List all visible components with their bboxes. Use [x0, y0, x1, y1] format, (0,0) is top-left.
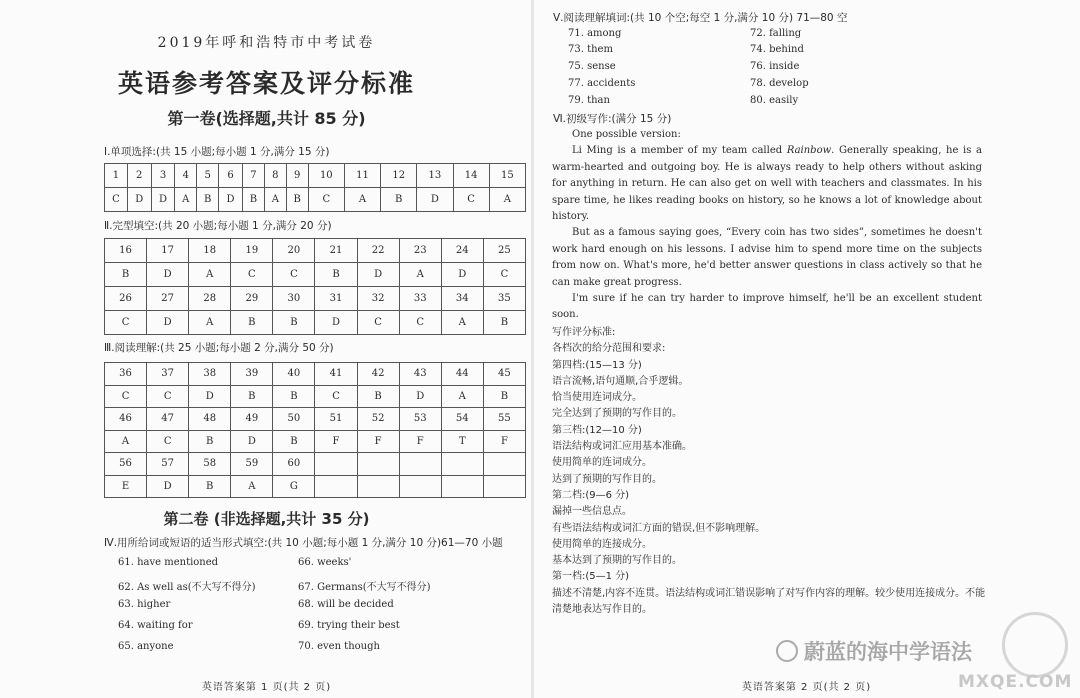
answer-cell: B: [483, 385, 525, 408]
answer-cell: B: [315, 263, 357, 287]
question-number-cell: 46: [105, 408, 147, 431]
question-number-cell: 17: [147, 239, 189, 263]
answer-73: 73. them: [568, 44, 613, 55]
answer-cell: A: [441, 311, 483, 335]
answer-cell: D: [151, 188, 175, 212]
model-essay: [552, 127, 982, 324]
answer-cell: F: [399, 430, 441, 453]
volume1-title: 第一卷(选择题,共计 85 分): [167, 109, 366, 128]
question-number-cell: 60: [273, 453, 315, 476]
question-number-cell: 54: [441, 408, 483, 431]
volume2-title: 第二卷 (非选择题,共计 35 分): [163, 510, 370, 528]
section3-heading: Ⅲ.阅读理解:(共 25 小题;每小题 2 分,满分 50 分): [104, 342, 334, 354]
criteria-line: 使用简单的连接成分。: [552, 538, 652, 550]
question-number-cell: 42: [357, 363, 399, 386]
question-number-cell: 4: [175, 164, 197, 188]
question-number-cell: 51: [315, 408, 357, 431]
answer-cell: C: [105, 188, 128, 212]
answer-63: 63. higher: [118, 599, 171, 610]
question-number-cell: 14: [453, 164, 489, 188]
question-number-cell: 31: [315, 287, 357, 311]
answer-71: 71. among: [568, 28, 622, 39]
answer-cell: B: [231, 385, 273, 408]
question-number-row: [105, 239, 526, 263]
question-number-cell: 53: [399, 408, 441, 431]
question-number-cell: 40: [273, 363, 315, 386]
answer-cell: A: [344, 188, 380, 212]
question-number-cell: [483, 453, 525, 476]
question-number-cell: 23: [399, 239, 441, 263]
question-number-cell: 45: [483, 363, 525, 386]
answer-cell: B: [231, 311, 273, 335]
page-fold: [531, 0, 534, 698]
question-number-cell: 50: [273, 408, 315, 431]
question-number-cell: 58: [189, 453, 231, 476]
answer-cell: D: [441, 263, 483, 287]
answer-cell: D: [315, 311, 357, 335]
answer-75: 75. sense: [568, 61, 616, 72]
question-number-cell: [315, 453, 357, 476]
question-number-cell: 8: [264, 164, 286, 188]
question-number-cell: 19: [231, 239, 273, 263]
essay-paragraph-2: But as a famous saying goes, “Every coin has two sides”, sometimes he doesn't work hard enough on his lessons. I advise him to spend more time on the subjects from now on. What's more, he'd better answer questions in class actively so that he can make great progress.: [552, 227, 982, 288]
question-number-cell: 48: [189, 408, 231, 431]
question-number-cell: 22: [357, 239, 399, 263]
answer-cell: A: [189, 311, 231, 335]
question-number-cell: 26: [105, 287, 147, 311]
question-number-cell: 36: [105, 363, 147, 386]
answer-cell: A: [175, 188, 197, 212]
answer-cell: D: [399, 385, 441, 408]
answer-cell: C: [273, 263, 315, 287]
answer-cell: C: [147, 430, 189, 453]
answer-row: [105, 263, 526, 287]
answer-cell: B: [381, 188, 417, 212]
question-number-cell: 44: [441, 363, 483, 386]
section2-answer-table: [104, 238, 526, 335]
answer-68: 68. will be decided: [298, 599, 394, 610]
answer-cell: F: [483, 430, 525, 453]
section1-heading: Ⅰ.单项选择:(共 15 小题;每小题 1 分,满分 15 分): [104, 146, 330, 158]
answer-cell: [315, 475, 357, 498]
scoring-criteria: [552, 325, 987, 618]
question-number-cell: 29: [231, 287, 273, 311]
answer-cell: C: [483, 263, 525, 287]
answer-cell: F: [315, 430, 357, 453]
question-number-row: [105, 408, 526, 431]
question-number-cell: 41: [315, 363, 357, 386]
question-number-cell: 32: [357, 287, 399, 311]
answer-70: 70. even though: [298, 641, 380, 652]
criteria-intro: 各档次的给分范围和要求:: [552, 343, 666, 355]
answer-cell: B: [105, 263, 147, 287]
criteria-line: 达到了预期的写作目的。: [552, 473, 662, 485]
section1-answer-table: [104, 163, 526, 212]
answer-cell: A: [264, 188, 286, 212]
answer-cell: B: [197, 188, 219, 212]
question-number-cell: 37: [147, 363, 189, 386]
answer-cell: D: [231, 430, 273, 453]
answer-69: 69. trying their best: [298, 620, 400, 631]
watermark-site: MXQE.COM: [958, 672, 1073, 692]
question-number-cell: 39: [231, 363, 273, 386]
question-number-cell: 30: [273, 287, 315, 311]
section4-heading: Ⅳ.用所给词或短语的适当形式填空:(共 10 小题;每小题 1 分,满分 10 分)61—70 小题: [104, 537, 503, 549]
question-number-cell: 56: [105, 453, 147, 476]
question-number-cell: 3: [151, 164, 175, 188]
question-number-cell: 16: [105, 239, 147, 263]
answer-cell: C: [308, 188, 344, 212]
criteria-title: 写作评分标准:: [552, 327, 616, 338]
answer-cell: [483, 475, 525, 498]
answer-cell: C: [147, 385, 189, 408]
question-number-cell: 49: [231, 408, 273, 431]
answer-cell: [357, 475, 399, 498]
question-number-cell: 10: [308, 164, 344, 188]
question-number-cell: [441, 453, 483, 476]
criteria-line: 语法结构或词汇应用基本准确。: [552, 441, 692, 453]
answer-cell: A: [489, 188, 525, 212]
criteria-line: 第三档:(12—10 分): [552, 424, 642, 436]
answer-80: 80. easily: [750, 95, 799, 106]
question-number-cell: 20: [273, 239, 315, 263]
answer-cell: D: [357, 263, 399, 287]
question-number-cell: 5: [197, 164, 219, 188]
answer-cell: A: [189, 263, 231, 287]
question-number-row: [105, 363, 526, 386]
question-number-cell: 57: [147, 453, 189, 476]
criteria-line: 完全达到了预期的写作目的。: [552, 408, 682, 420]
question-number-cell: 25: [483, 239, 525, 263]
answer-cell: G: [273, 475, 315, 498]
main-title: 英语参考答案及评分标准: [117, 69, 415, 98]
criteria-last: 描述不清楚,内容不连贯。语法结构或词汇错误影响了对写作内容的理解。较少使用连接成分。不能清楚地表达写作目的。: [552, 587, 986, 616]
question-number-cell: 9: [286, 164, 308, 188]
question-number-cell: 2: [127, 164, 151, 188]
answer-cell: C: [105, 385, 147, 408]
section2-heading: Ⅱ.完型填空:(共 20 小题;每小题 1 分,满分 20 分): [104, 220, 332, 232]
criteria-line: 第一档:(5—1 分): [552, 571, 630, 583]
essay-paragraph-3: I'm sure if he can try harder to improve himself, he'll be an excellent student soon.: [552, 293, 982, 321]
answer-cell: B: [189, 475, 231, 498]
watermark-wechat-text: 蔚蓝的海中学语法: [804, 640, 972, 664]
team-name: Rainbow: [786, 145, 832, 157]
answer-cell: B: [273, 385, 315, 408]
answer-cell: C: [315, 385, 357, 408]
question-number-cell: 28: [189, 287, 231, 311]
question-number-cell: 27: [147, 287, 189, 311]
answer-72: 72. falling: [750, 28, 802, 39]
answer-65: 65. anyone: [118, 641, 174, 652]
answer-67: 67. Germans(不大写不得分): [298, 582, 431, 593]
essay-intro: One possible version:: [572, 129, 681, 140]
answer-61: 61. have mentioned: [118, 557, 219, 568]
question-number-cell: 15: [489, 164, 525, 188]
answer-cell: [441, 475, 483, 498]
answer-cell: C: [231, 263, 273, 287]
criteria-line: 有些语法结构或词汇方面的错误,但不影响理解。: [552, 522, 766, 534]
answer-row: [105, 311, 526, 335]
answer-cell: A: [441, 385, 483, 408]
question-number-cell: 21: [315, 239, 357, 263]
answer-cell: D: [189, 385, 231, 408]
criteria-line: 使用简单的连词成分。: [552, 457, 652, 469]
question-number-cell: 38: [189, 363, 231, 386]
question-number-cell: 7: [242, 164, 264, 188]
answer-cell: B: [286, 188, 308, 212]
answer-row: [105, 385, 526, 408]
criteria-line: 恰当使用连词成分。: [552, 392, 642, 404]
section5-heading: Ⅴ.阅读理解填词:(共 10 个空;每空 1 分,满分 10 分) 71—80 空: [553, 12, 848, 24]
answer-cell: C: [453, 188, 489, 212]
section6-heading: Ⅵ.初级写作:(满分 15 分): [553, 113, 672, 125]
answer-cell: F: [357, 430, 399, 453]
footer-page-1: 英语答案第 1 页(共 2 页): [201, 682, 332, 693]
criteria-line: 语言流畅,语句通顺,合乎逻辑。: [552, 375, 689, 387]
answer-64: 64. waiting for: [118, 620, 193, 631]
answer-cell: C: [105, 311, 147, 335]
answer-cell: A: [231, 475, 273, 498]
question-number-cell: 47: [147, 408, 189, 431]
watermark-stamp-icon: [1002, 612, 1068, 678]
answer-row: [105, 430, 526, 453]
answer-cell: B: [189, 430, 231, 453]
question-number-cell: 34: [441, 287, 483, 311]
answer-cell: A: [105, 430, 147, 453]
answer-cell: D: [417, 188, 453, 212]
answer-cell: C: [357, 311, 399, 335]
footer-page-2: 英语答案第 2 页(共 2 页): [741, 682, 872, 693]
question-number-cell: 1: [105, 164, 128, 188]
essay-paragraph-1: Li Ming is a member of my team called Rainbow. Generally speaking, he is a warm-hearted and outgoing boy. He is always ready to help others without asking for anything in return. He can also get on well with teachers and classmates. In his spare time, he likes reading books on history, so he knows a lot of knowledge about history.: [552, 145, 983, 223]
answer-cell: [399, 475, 441, 498]
answer-77: 77. accidents: [568, 78, 636, 89]
question-number-cell: 52: [357, 408, 399, 431]
answer-cell: B: [483, 311, 525, 335]
answer-cell: C: [399, 311, 441, 335]
exam-title: 2019年呼和浩特市中考试卷: [157, 35, 376, 51]
answer-cell: D: [147, 475, 189, 498]
question-number-cell: 55: [483, 408, 525, 431]
question-number-cell: 6: [219, 164, 243, 188]
answer-cell: D: [147, 311, 189, 335]
answer-cell: A: [399, 263, 441, 287]
answer-79: 79. than: [568, 95, 610, 106]
criteria-line: 漏掉一些信息点。: [552, 506, 632, 518]
answer-cell: D: [219, 188, 243, 212]
question-number-cell: 18: [189, 239, 231, 263]
question-number-cell: 59: [231, 453, 273, 476]
answer-cell: B: [242, 188, 264, 212]
question-number-cell: [399, 453, 441, 476]
criteria-line: 第二档:(9—6 分): [552, 489, 630, 501]
answer-cell: E: [105, 475, 147, 498]
question-number-row: [105, 287, 526, 311]
question-number-cell: 35: [483, 287, 525, 311]
question-number-row: [105, 453, 526, 476]
answer-cell: B: [357, 385, 399, 408]
section3-answer-table: [104, 362, 526, 498]
answer-row: [105, 475, 526, 498]
answer-cell: B: [273, 311, 315, 335]
question-number-cell: 24: [441, 239, 483, 263]
answer-cell: D: [127, 188, 151, 212]
question-number-cell: 13: [417, 164, 453, 188]
answer-cell: B: [273, 430, 315, 453]
wechat-icon: [776, 640, 798, 662]
answer-78: 78. develop: [750, 78, 809, 89]
answer-cell: T: [441, 430, 483, 453]
question-number-cell: 11: [344, 164, 380, 188]
question-number-cell: 33: [399, 287, 441, 311]
question-number-cell: [357, 453, 399, 476]
question-number-cell: 12: [381, 164, 417, 188]
answer-cell: D: [147, 263, 189, 287]
criteria-line: 基本达到了预期的写作目的。: [552, 555, 682, 567]
answer-76: 76. inside: [750, 61, 800, 72]
question-number-cell: 43: [399, 363, 441, 386]
criteria-line: 第四档:(15—13 分): [552, 359, 642, 371]
answer-74: 74. behind: [750, 44, 804, 55]
answer-62: 62. As well as(不大写不得分): [118, 582, 256, 593]
answer-66: 66. weeks': [298, 557, 352, 568]
